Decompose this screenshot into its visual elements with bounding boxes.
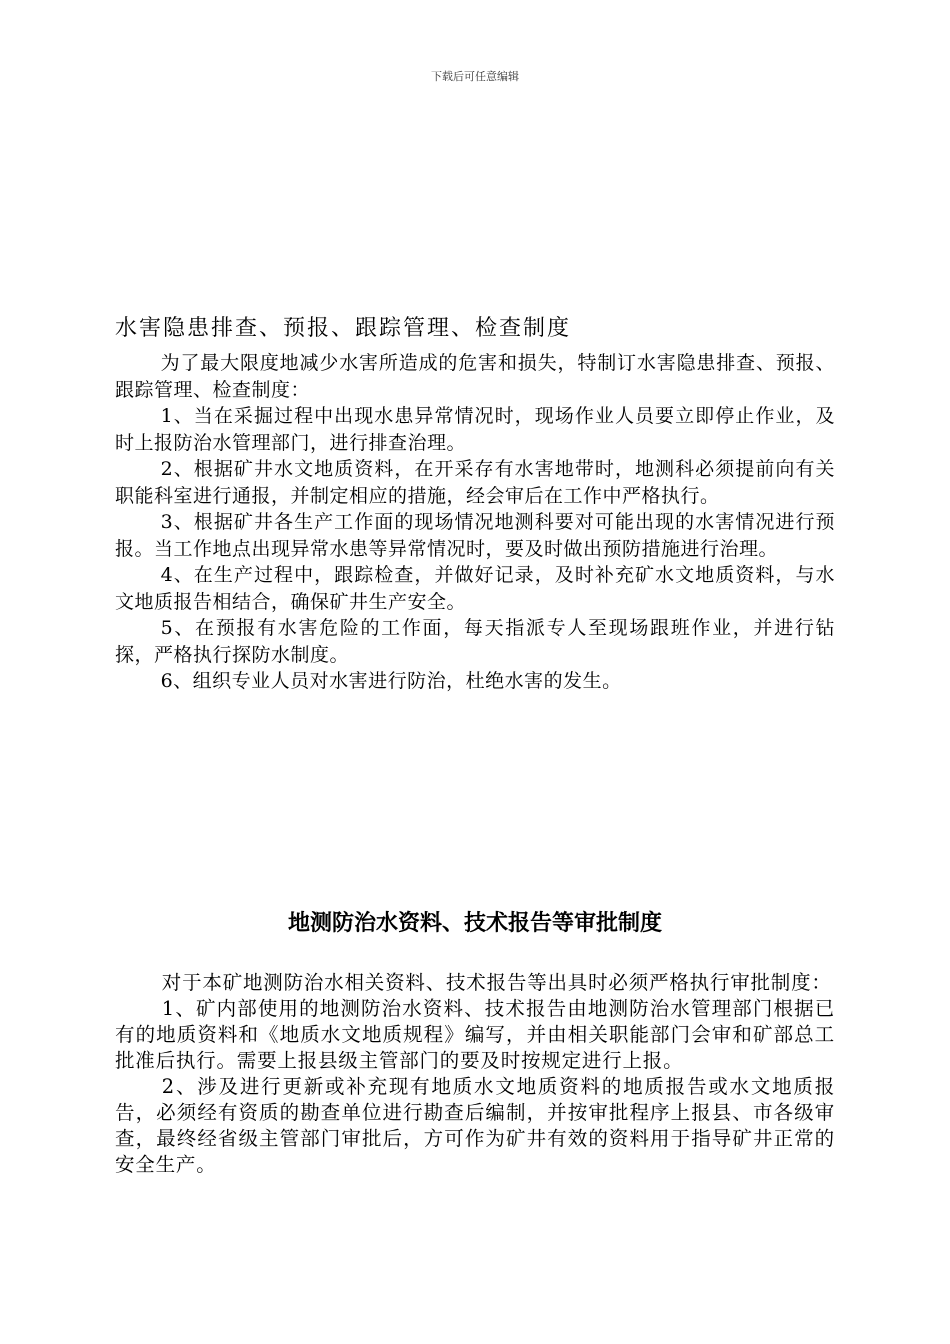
rule-item-3: 3、根据矿井各生产工作面的现场情况地测科要对可能出现的水害情况进行预报。当工作地点出现异常水患等异常情况时，要及时做出预防措施进行治理。 xyxy=(115,511,835,560)
rule-item-2: 2、根据矿井水文地质资料，在开采存有水害地带时，地测科必须提前向有关职能科室进行通报，并制定相应的措施，经会审后在工作中严格执行。 xyxy=(115,458,835,507)
section-title: 水害隐患排查、预报、跟踪管理、检查制度 xyxy=(115,316,572,341)
rule-item-4: 4、在生产过程中，跟踪检查，并做好记录，及时补充矿水文地质资料，与水文地质报告相结合，确保矿井生产安全。 xyxy=(115,564,835,613)
rule-item-2: 2、涉及进行更新或补充现有地质水文地质资料的地质报告或水文地质报告，必须经有资质的勘查单位进行勘查后编制，并按审批程序上报县、市各级审查，最终经省级主管部门审批后，方可作为矿井有效的资料用于指导矿井正常的安全生产。 xyxy=(115,1075,835,1176)
rule-item-6: 6、组织专业人员对水害进行防治，杜绝水害的发生。 xyxy=(160,670,622,692)
rule-item-1: 1、当在采掘过程中出现水患异常情况时，现场作业人员要立即停止作业，及时上报防治水管理部门，进行排查治理。 xyxy=(115,405,835,454)
section-title: 地测防治水资料、技术报告等审批制度 xyxy=(287,910,662,936)
section-report-approval xyxy=(115,906,835,1178)
rule-item-5: 5、在预报有水害危险的工作面，每天指派专人至现场跟班作业，并进行钻探，严格执行探防水制度。 xyxy=(115,617,835,666)
intro-paragraph: 对于本矿地测防治水相关资料、技术报告等出具时必须严格执行审批制度： xyxy=(161,971,832,994)
section-water-hazard-inspection xyxy=(115,314,835,695)
intro-paragraph: 为了最大限度地减少水害所造成的危害和损失，特制订水害隐患排查、预报、跟踪管理、检查制度： xyxy=(115,352,835,401)
rule-item-1: 1、矿内部使用的地测防治水资料、技术报告由地测防治水管理部门根据已有的地质资料和《地质水文地质规程》编写，并由相关职能部门会审和矿部总工批准后执行。需要上报县级主管部门的要及时按规定进行上报。 xyxy=(115,997,835,1072)
page-header-note: 下载后可任意编辑 xyxy=(431,70,519,83)
